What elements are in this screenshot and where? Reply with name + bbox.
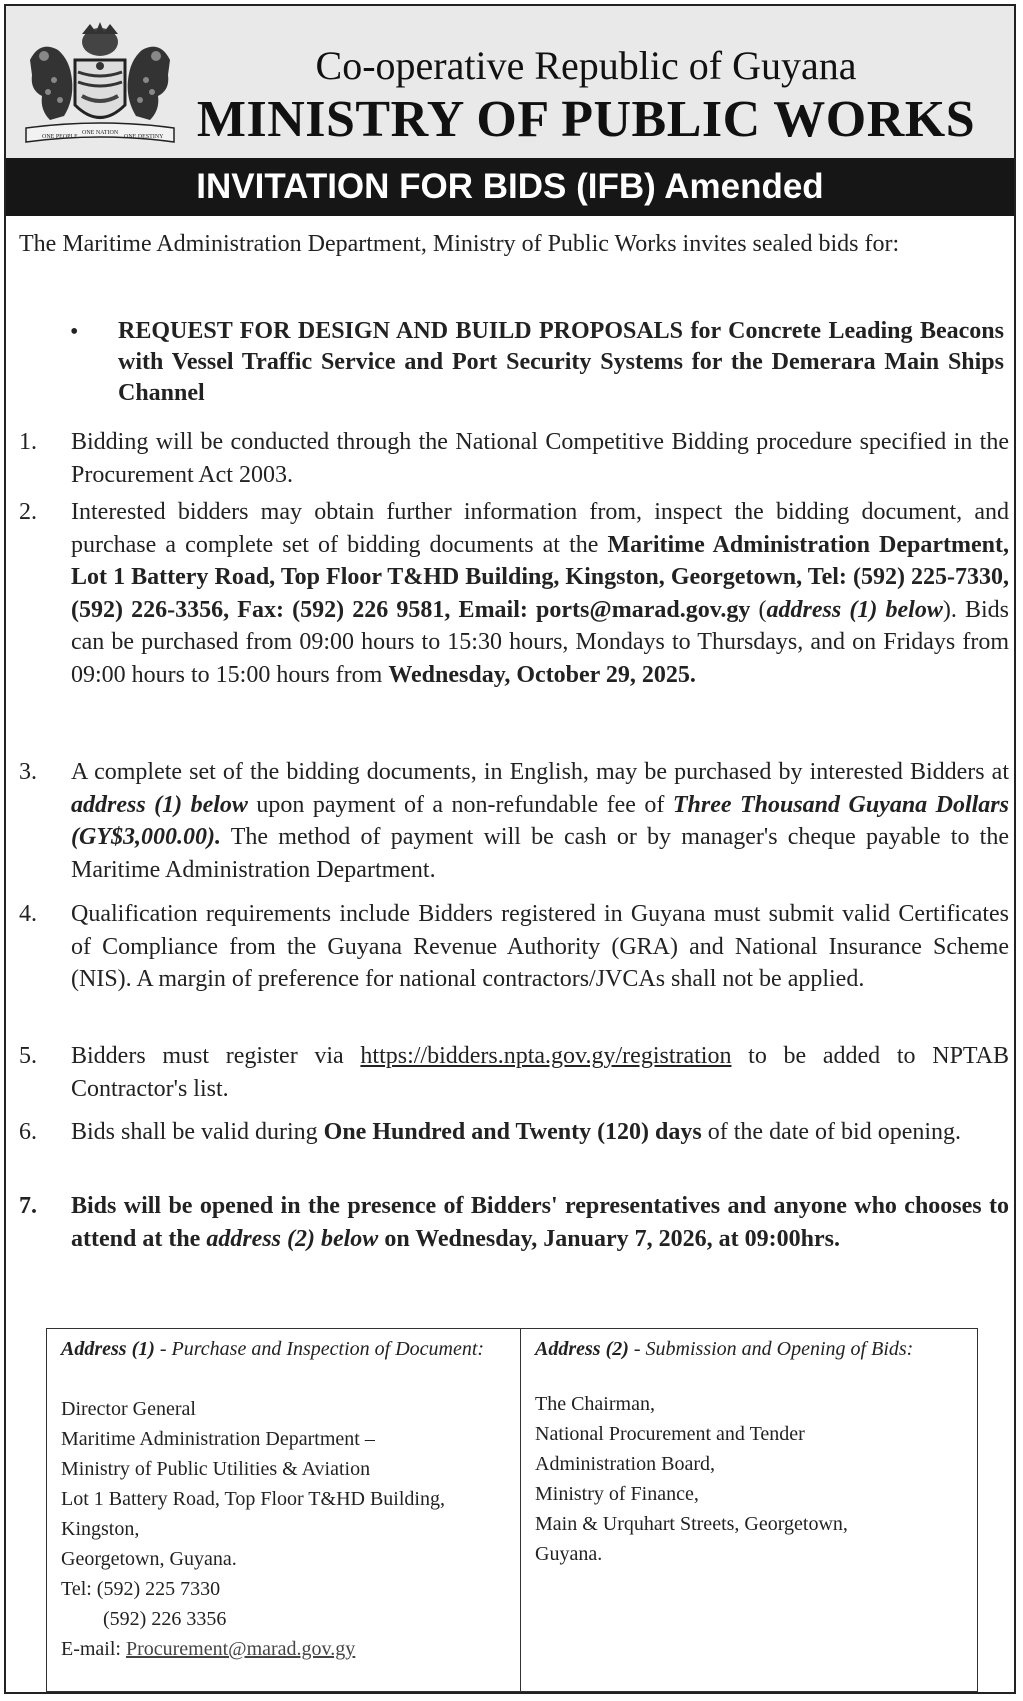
address-2-cell	[521, 1329, 976, 1691]
procurement-email-link[interactable]: Procurement@marad.gov.gy	[125, 1638, 356, 1660]
item-number: 7.	[19, 1193, 37, 1219]
bullet-project-title: REQUEST FOR DESIGN AND BUILD PROPOSALS for Concrete Leading Beacons with Vessel Traffic Service and Port Security Systems for the Demerara Main Ships Channel	[118, 318, 1004, 406]
item-number: 2.	[19, 499, 37, 525]
address-line: The Chairman,	[535, 1393, 655, 1415]
republic-title: Co-operative Republic of Guyana	[315, 43, 857, 88]
address-line: National Procurement and Tender	[535, 1423, 805, 1445]
address-line: Ministry of Finance,	[535, 1483, 699, 1505]
address-line: Director General	[61, 1398, 196, 1420]
address-line: Maritime Administration Department –	[61, 1428, 375, 1450]
item-text: Qualification requirements include Bidders registered in Guyana must submit valid Certificates of Compliance from the Guyana Revenue Authority (GRA) and National Insurance Scheme (NIS). A margin of preference for national contractors/JVCAs shall not be applied.	[71, 901, 1009, 992]
intro-paragraph: The Maritime Administration Department, Ministry of Public Works invites sealed bids for:	[19, 231, 900, 257]
crest-motto-mid: ONE NATION	[82, 130, 119, 136]
item-number: 1.	[19, 429, 37, 455]
address-table	[46, 1328, 978, 1692]
address-line: Administration Board,	[535, 1453, 715, 1475]
item-text: A complete set of the bidding documents, in English, may be purchased by interested Bidders at address (1) below upon payment of a non-refundable fee of Three Thousand Guyana Dollars (GY$3,000.00). The method of payment will be cash or by manager's cheque payable to the Maritime Administration Department.	[71, 759, 1009, 883]
address-1-heading: Address (1) - Purchase and Inspection of Document:	[61, 1338, 485, 1360]
item-text: Bidders must register via https://bidders.npta.gov.gy/registration to be added to NPTAB Contractor's list.	[71, 1043, 1009, 1102]
address-line: Guyana.	[535, 1543, 603, 1565]
purchase-start-date: Wednesday, October 29, 2025.	[388, 661, 696, 688]
crest-motto-left: ONE PEOPLE	[42, 134, 78, 140]
notice-frame	[4, 4, 1016, 1694]
header	[6, 6, 1014, 158]
ministry-title: MINISTRY OF PUBLIC WORKS	[196, 91, 976, 148]
bullet-symbol: •	[70, 319, 79, 345]
address-line: Lot 1 Battery Road, Top Floor T&HD Building,	[61, 1488, 445, 1510]
marad-contact-details: Maritime Administration Department, Lot 1 Battery Road, Top Floor T&HD Building, Kingston, Georgetown, Tel: (592) 225-7330, (592) 226-3356, Fax: (592) 226 9581, Email: ports@marad.gov.gy	[71, 531, 1009, 623]
item-text: Bids will be opened in the presence of Bidders' representatives and anyone who chooses to attend at the address (2) below on Wednesday, January 7, 2026, at 09:00hrs.	[71, 1193, 1009, 1252]
email-line: E-mail: Procurement@marad.gov.gy	[61, 1638, 356, 1660]
ifb-banner: INVITATION FOR BIDS (IFB) Amended	[6, 158, 1014, 216]
item-number: 3.	[19, 759, 37, 785]
item-text: Interested bidders may obtain further information from, inspect the bidding document, and purchase a complete set of bidding documents at the Maritime Administration Department, Lot 1 Battery Road, Top Floor T&HD Building, Kingston, Georgetown, Tel: (592) 225-7330, (592) 226-3356, Fax: (592) 226 9581, Email: ports@marad.gov.gy (address (1) below). Bids can be purchased from 09:00 hours to 15:30 hours, Mondays to Thursdays, and on Fridays from 09:00 hours to 15:00 hours from Wednesday, October 29, 2025.	[71, 499, 1010, 688]
crest-motto-right: ONE DESTINY	[124, 134, 164, 140]
address-line: (592) 226 3356	[103, 1608, 227, 1630]
address-line: Main & Urquhart Streets, Georgetown,	[535, 1513, 848, 1535]
address-1-cell	[47, 1329, 521, 1691]
item-number: 4.	[19, 901, 37, 927]
item-text: Bidding will be conducted through the National Competitive Bidding procedure specified in the Procurement Act 2003.	[71, 429, 1009, 488]
registration-link[interactable]: https://bidders.npta.gov.gy/registration	[360, 1043, 732, 1069]
guyana-coat-of-arms-icon	[20, 20, 180, 150]
item-text: Bids shall be valid during One Hundred and Twenty (120) days of the date of bid opening.	[71, 1119, 962, 1145]
address-2-heading: Address (2) - Submission and Opening of Bids:	[535, 1338, 914, 1360]
bid-fee: Three Thousand Guyana Dollars (GY$3,000.00).	[71, 791, 1009, 850]
address-line: Ministry of Public Utilities & Aviation	[61, 1458, 371, 1480]
item-number: 6.	[19, 1119, 37, 1145]
address-line: Georgetown, Guyana.	[61, 1548, 237, 1570]
item-number: 5.	[19, 1043, 37, 1069]
address-line: Tel: (592) 225 7330	[61, 1578, 221, 1600]
address-line: Kingston,	[61, 1518, 140, 1540]
